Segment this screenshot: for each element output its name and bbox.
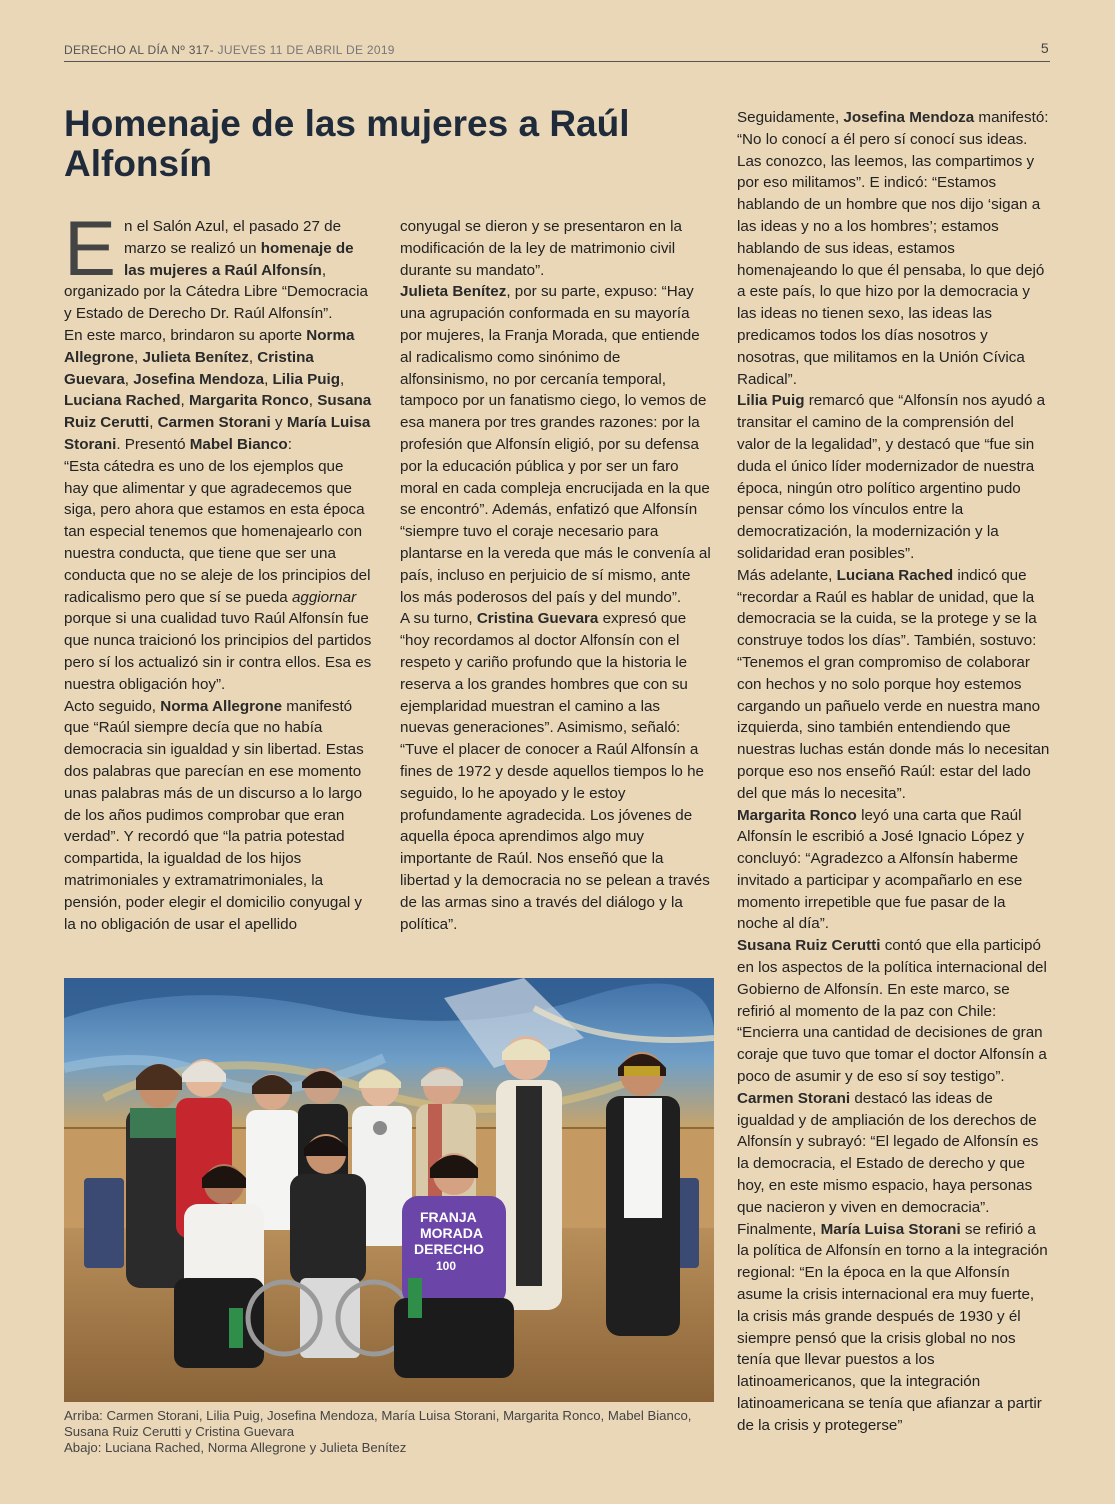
- paragraph-maria: Finalmente, María Luisa Storani se refirió a la política de Alfonsín en torno a la integración regional: “En la época en la que Alfonsín asume la crisis internacional era muy fuerte, la crisis más grande después de 1930 y él siempre pensó que la crisis global no nos tenía que llevar puestos a los latinoamericanos, que la integración latinoamericana se tenía que afianzar a partir de la crisis y protegerse”: [737, 1220, 1048, 1434]
- paragraph-norma-continued: conyugal se dieron y se presentaron en la modificación de la ley de matrimonio civil durante su mandato”.: [400, 218, 682, 279]
- drop-cap: E: [64, 204, 117, 292]
- paragraph-cristina: A su turno, Cristina Guevara expresó que “hoy recordamos al doctor Alfonsín con el respeto y cariño profundo que la historia le reserva a los grandes hombres que con su ejemplaridad muestran el camino a las nuevas generaciones”. Asimismo, señaló: “Tuve el placer de conocer a Raúl Alfonsín a fines de 1972 y desde aquellos tiempos lo he seguido, lo he apoyado y le estoy profundamente agradecida. Los jóvenes de aquella época aprendimos algo muy importante de Raúl. Nos enseñó que la libertad y la democracia no se pelean a través de las armas sino a través del diálogo y la política”.: [400, 610, 710, 933]
- publication-line: [64, 43, 395, 57]
- paragraph-participants: En este marco, brindaron su aporte Norma Allegrone, Julieta Benítez, Cristina Guevara, Josefina Mendoza, Lilia Puig, Luciana Rached, Margarita Ronco, Susana Ruiz Cerutti, Carmen Storani y María Luisa Storani. Presentó Mabel Bianco:: [64, 326, 372, 453]
- paragraph-susana: Susana Ruiz Cerutti contó que ella participó en los aspectos de la política internacional del Gobierno de Alfonsín. En este marco, se refirió al momento de la paz con Chile: “Encierra una cantidad de decisiones de gran coraje que tuvo que tomar el doctor Alfonsín a poco de asumir y de eso sí soy testigo”.: [737, 937, 1047, 1086]
- paragraph-mabel-quote: “Esta cátedra es uno de los ejemplos que hay que alimentar y que agradecemos que siga, pero ahora que estamos en esta época tan especial tenemos que homenajearlo con nuestra conducta, que tiene que ser una conducta que no se aleje de los principios del radicalismo pero que sí se pueda aggiornar porque si una cualidad tuvo Raúl Alfonsín fue que nunca traicionó los principios del partidos pero sí los actualizó sin ir contra ellos. Esa es nuestra obligación hoy”.: [64, 457, 372, 693]
- paragraph-margarita: Margarita Ronco leyó una carta que Raúl Alfonsín le escribió a José Ignacio López y concluyó: “Agradezco a Alfonsín haberme invitado a participar y acompañarlo en ese momento irrepetible que fue pasar de la noche al día”.: [737, 806, 1025, 933]
- shirt-text-2: MORADA: [420, 1225, 483, 1241]
- paragraph-julieta: Julieta Benítez, por su parte, expuso: “Hay una agrupación conformada en su mayoría por mujeres, la Franja Morada, que entiende al radicalismo como sinónimo de alfonsinismo, no por cercanía temporal, tampoco por un fanatismo ciego, lo vemos de esa manera por tres grandes razones: por la profesión que Alfonsín eligió, por su defensa por la educación pública y por ser un faro moral en cada compleja encrucijada en la que se encontró”. Además, enfatizó que Alfonsín “siempre tuvo el coraje necesario para plantarse en la vereda que más le convenía al país, incluso en perjuicio de sí mismo, ante los más poderosos del país y del mundo”.: [400, 283, 711, 606]
- header-rule: [64, 61, 1050, 62]
- paragraph-norma: Acto seguido, Norma Allegrone manifestó que “Raúl siempre decía que no había democracia sin igualdad y sin libertad. Estas dos palabras que parecían en ese momento unas palabras más de un discurso a lo largo de los años pudimos comprobar que eran verdad”. Y recordó que “la patria potestad compartida, la igualdad de los hijos matrimoniales y extramatrimoniales, la pensión, poder elegir el domicilio conyugal y la no obligación de usar el apellido: [64, 697, 364, 933]
- group-photo: [64, 978, 714, 1402]
- paragraph-lilia: Lilia Puig remarcó que “Alfonsín nos ayudó a transitar el camino de la comprensión del valor de la legalidad”, y destacó que “fue sin duda el único líder modernizador de nuestra época, ningún otro político argentino pudo pensar cómo los vínculos entre la democratización, la modernización y la solidaridad eran posibles”.: [737, 392, 1046, 562]
- article-title: Homenaje de las mujeres a Raúl Alfonsín: [64, 103, 630, 184]
- article-column-2-content: [400, 216, 712, 935]
- group-photo-illustration: [64, 978, 714, 1402]
- paragraph-carmen: Carmen Storani destacó las ideas de igualdad y de ampliación de los derechos de Alfonsín y subrayó: “El legado de Alfonsín es la democracia, el Estado de derecho y que hoy, en este mismo espacio, haya personas que nacieron y viven en democracia”.: [737, 1089, 1039, 1216]
- shirt-text-4: 100: [436, 1259, 457, 1273]
- page-number: 5: [1040, 40, 1049, 56]
- photo-caption: [64, 1408, 714, 1456]
- paragraph-intro: En el Salón Azul, el pasado 27 de marzo se realizó un homenaje de las mujeres a Raúl Alfonsín, organizado por la Cátedra Libre “Democracia y Estado de Derecho Dr. Raúl Alfonsín”.: [64, 204, 368, 323]
- publication-date: JUEVES 11 DE ABRIL DE 2019: [213, 43, 395, 57]
- article-column-3: [737, 107, 1050, 1437]
- caption-line-top: Arriba: Carmen Storani, Lilia Puig, Josefina Mendoza, María Luisa Storani, Margarita Ronco, Mabel Bianco, Susana Ruiz Cerutti y Cristina Guevara: [64, 1408, 692, 1439]
- shirt-text-3: DERECHO: [414, 1241, 485, 1257]
- page-header: [64, 40, 1049, 60]
- publication-name: DERECHO AL DÍA Nº 317-: [64, 43, 214, 57]
- paragraph-josefina: Seguidamente, Josefina Mendoza manifestó: “No lo conocí a él pero sí conocí sus ideas. Las conozco, las leemos, las compartimos y por eso militamos”. E indicó: “Estamos hablando de un hombre que nos dijo ‘sigan a las ideas y no a los hombres’; estamos hablando de sus ideas, estamos homenajeando lo que él pensaba, lo que dejó a este país, lo que hizo por la democracia y las ideas no tienen sexo, las ideas las predicamos todos los días nosotros y nosotras, que militamos en la Unión Cívica Radical”.: [737, 109, 1049, 388]
- article-column-1: [64, 204, 372, 935]
- paragraph-luciana: Más adelante, Luciana Rached indicó que “recordar a Raúl es hablar de unidad, que la democracia se la cuida, se la protege y se la construye todos los días”. También, sostuvo: “Tenemos el gran compromiso de colaborar con hechos y no solo porque hoy estemos cargando un pañuelo verde en nuestra mano izquierda, sino también entendiendo que nuestras luchas están donde más lo necesitan porque eso nos enseñó Raúl: estar del lado del que más lo necesita”.: [737, 566, 1050, 802]
- caption-line-bottom: Abajo: Luciana Rached, Norma Allegrone y Julieta Benítez: [64, 1440, 407, 1455]
- shirt-text-1: FRANJA: [420, 1209, 477, 1225]
